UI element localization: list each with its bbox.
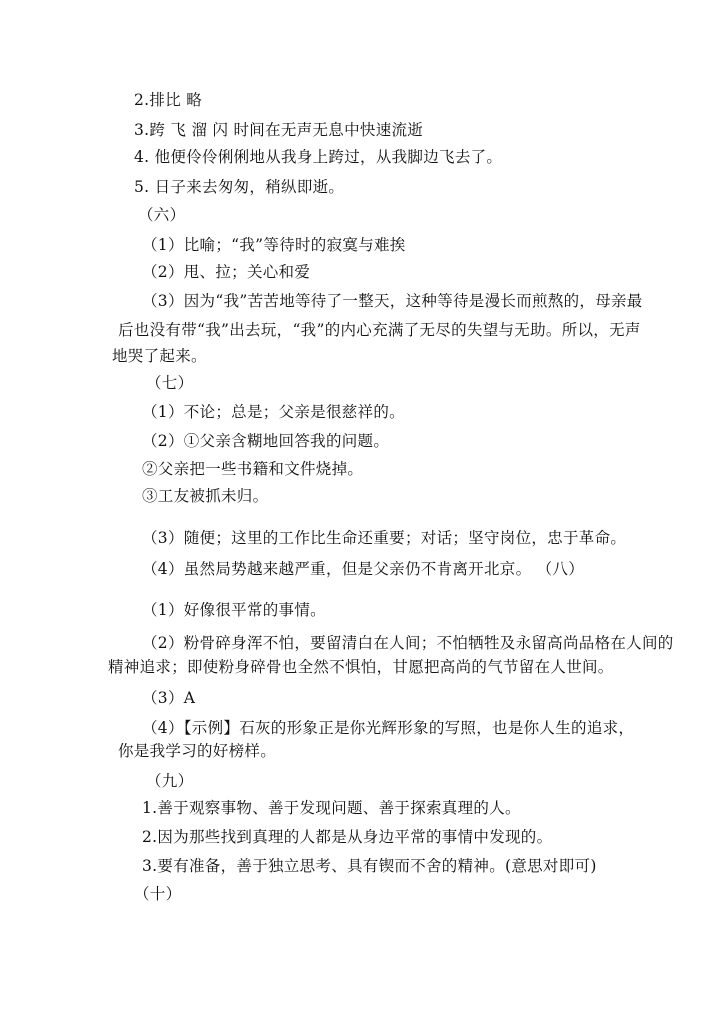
answer-line-4: 5. 日子来去匆匆，稍纵即逝。 bbox=[134, 178, 345, 196]
answer-line-2: 3.跨 飞 溜 闪 时间在无声无息中快速流逝 bbox=[134, 121, 424, 139]
answer-line-6-3a: （3）因为“我”苦苦地等待了一整天，这种等待是漫长而煎熬的，母亲最 bbox=[142, 292, 643, 310]
answer-line-7-2b: ②父亲把一些书籍和文件烧掉。 bbox=[142, 460, 364, 478]
answer-line-8-4b: 你是我学习的好榜样。 bbox=[118, 742, 277, 760]
answer-line-8-4a: （4）【示例】石灰的形象正是你光辉形象的写照，也是你人生的追求， bbox=[142, 719, 635, 737]
section-heading-6: （六） bbox=[138, 206, 186, 224]
answer-line-7-1: （1）不论；总是；父亲是很慈祥的。 bbox=[142, 403, 405, 421]
section-heading-10: （十） bbox=[134, 885, 182, 903]
answer-line-7-2a: （2）①父亲含糊地回答我的问题。 bbox=[142, 432, 390, 450]
answer-line-9-1: 1.善于观察事物、善于发现问题、善于探索真理的人。 bbox=[142, 799, 521, 817]
answer-line-6-2: （2）甩、拉；关心和爱 bbox=[142, 263, 311, 281]
answer-line-6-1: （1）比喻；“我”等待时的寂寞与难挨 bbox=[142, 236, 406, 254]
answer-line-8-1: （1）好像很平常的事情。 bbox=[142, 601, 326, 619]
answer-line-9-3: 3.要有准备，善于独立思考、具有锲而不舍的精神。(意思对即可) bbox=[142, 857, 597, 875]
answer-line-3: 4. 他便伶伶俐俐地从我身上跨过，从我脚边飞去了。 bbox=[134, 148, 503, 166]
answer-line-7-2c: ③工友被抓未归。 bbox=[142, 487, 269, 505]
answer-line-6-3b: 后也没有带“我”出去玩，“我”的内心充满了无尽的失望与无助。所以，无声 bbox=[118, 321, 641, 339]
section-heading-7: （七） bbox=[146, 374, 194, 392]
answer-line-7-3: （3）随便；这里的工作比生命还重要；对话；坚守岗位，忠于革命。 bbox=[142, 529, 627, 547]
answer-line-8-2b: 精神追求；即使粉身碎骨也全然不惧怕，甘愿把高尚的气节留在人世间。 bbox=[108, 658, 614, 676]
answer-line-1: 2.排比 略 bbox=[134, 91, 203, 109]
answer-line-8-3: （3）A bbox=[142, 689, 196, 707]
answer-line-7-4: （4）虽然局势越来越严重，但是父亲仍不肯离开北京。 （八） bbox=[142, 560, 584, 578]
section-heading-9: （九） bbox=[146, 772, 194, 790]
answer-line-8-2a: （2）粉骨碎身浑不怕，要留清白在人间；不怕牺牲及永留高尚品格在人间的 bbox=[142, 634, 674, 652]
answer-line-9-2: 2.因为那些找到真理的人都是从身边平常的事情中发现的。 bbox=[142, 828, 553, 846]
answer-line-6-3c: 地哭了起来。 bbox=[112, 347, 207, 365]
